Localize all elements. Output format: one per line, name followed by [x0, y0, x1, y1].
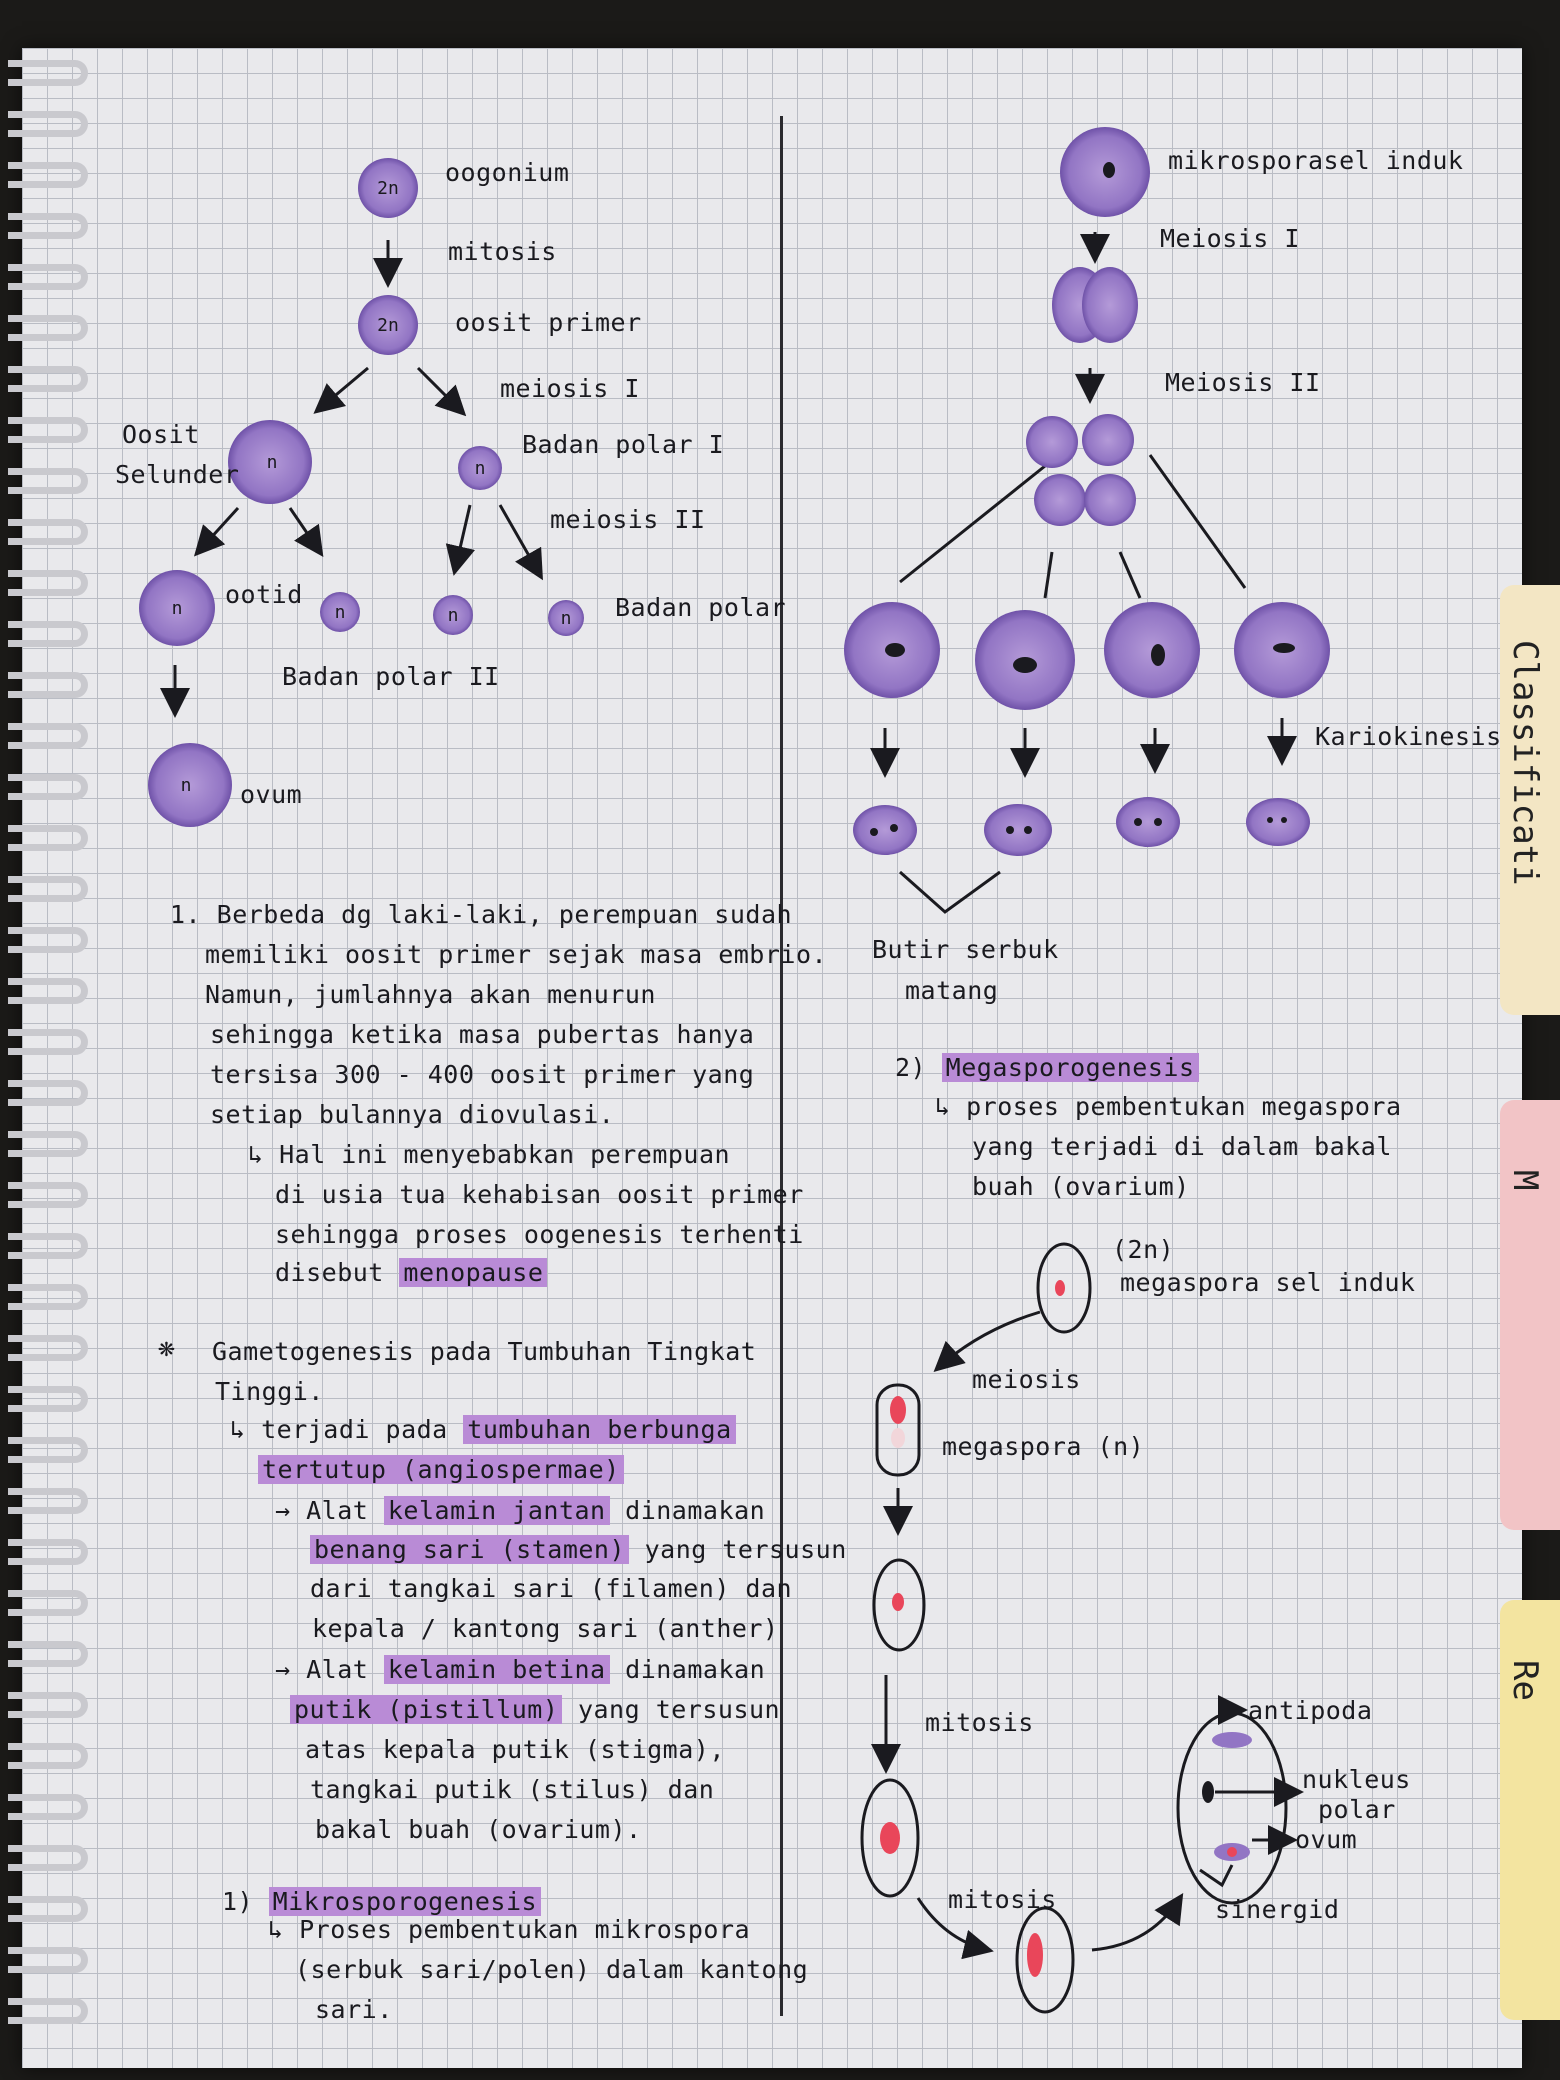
- tetrad-c: [1034, 474, 1086, 526]
- label-n-b: n: [474, 458, 486, 479]
- label-ovum: ovum: [240, 780, 303, 809]
- label-badan-polar-2: Badan polar II: [282, 662, 500, 691]
- label-n-c: n: [171, 598, 183, 619]
- note-line-3: Namun, jumlahnya akan menurun: [205, 980, 656, 1009]
- tetrad-a: [1026, 416, 1078, 468]
- yellow-tab-label: Classificati: [1505, 640, 1545, 886]
- label-nukleus-1: nukleus: [1302, 1765, 1411, 1794]
- label-ootid: ootid: [225, 580, 303, 609]
- tetrad-line-2: [1045, 552, 1052, 598]
- note-line-10-text: disebut: [275, 1258, 384, 1287]
- butir-bracket: [900, 872, 1000, 912]
- gameto-line-3: [230, 1415, 736, 1444]
- label-nukleus-2: polar: [1318, 1795, 1396, 1824]
- jantan-line-2: [310, 1535, 847, 1564]
- note-line-7: ↳ Hal ini menyebabkan perempuan: [248, 1140, 731, 1169]
- jantan-line-2-b: yang tersusun: [644, 1535, 847, 1564]
- betina-line-1-c: dinamakan: [625, 1655, 766, 1684]
- pink-tab-label: M: [1505, 1170, 1545, 1191]
- note-line-6: setiap bulannya diovulasi.: [210, 1100, 615, 1129]
- note-line-2: memiliki oosit primer sejak masa embrio.: [205, 940, 828, 969]
- label-mitosis: mitosis: [448, 237, 557, 266]
- highlight-mikrosporogenesis: Mikrosporogenesis: [269, 1887, 541, 1916]
- yellow2-tab-label: Re: [1505, 1660, 1545, 1701]
- highlight-putik: putik (pistillum): [290, 1695, 562, 1724]
- mikro-line-2: ↳ Proses pembentukan mikrospora: [268, 1915, 751, 1944]
- paw-bullet-icon: ❋: [158, 1330, 176, 1363]
- label-butir-2: matang: [905, 976, 999, 1005]
- pointer-sinergid: [1200, 1865, 1232, 1885]
- mega-heading-num: 2): [895, 1053, 927, 1082]
- note-line-5: tersisa 300 - 400 oosit primer yang: [210, 1060, 755, 1089]
- betina-line-5: bakal buah (ovarium).: [315, 1815, 642, 1844]
- label-sinergid: sinergid: [1215, 1895, 1340, 1924]
- pollen-2: [984, 804, 1052, 856]
- betina-line-3: atas kepala putik (stigma),: [305, 1735, 725, 1764]
- note-line-10: [275, 1258, 547, 1287]
- highlight-megasporogenesis: Megasporogenesis: [942, 1053, 1199, 1082]
- label-n-f: n: [560, 608, 572, 629]
- pollen-3: [1116, 797, 1180, 847]
- note-line-8: di usia tua kehabisan oosit primer: [275, 1180, 804, 1209]
- highlight-kelamin-jantan: kelamin jantan: [384, 1496, 610, 1525]
- tetrad-d: [1084, 474, 1136, 526]
- heading-gametogenesis-2: Tinggi.: [215, 1377, 324, 1406]
- betina-line-1: [275, 1655, 765, 1684]
- label-n-g: n: [180, 775, 192, 796]
- arrow-sekunder-right: [290, 508, 320, 552]
- pollen-1: [853, 805, 917, 855]
- label-mitosis-2: mitosis: [948, 1885, 1057, 1914]
- label-badan-polar-1: Badan polar I: [522, 430, 725, 459]
- label-meiosis2-r: Meiosis II: [1165, 368, 1321, 397]
- label-badan-polar-right: Badan polar: [615, 593, 787, 622]
- mikro-heading-num: 1): [222, 1887, 254, 1916]
- label-meiosis: meiosis: [972, 1365, 1081, 1394]
- heading-gametogenesis-1: Gametogenesis pada Tumbuhan Tingkat: [212, 1337, 757, 1366]
- betina-line-2-b: yang tersusun: [577, 1695, 781, 1724]
- label-n-a: n: [266, 452, 278, 473]
- label-oosit-primer: oosit primer: [455, 308, 642, 337]
- mikro-heading: [222, 1887, 541, 1916]
- gameto-line-3-text: ↳ terjadi pada: [230, 1415, 448, 1444]
- mega-line-1: ↳ proses pembentukan megaspora: [935, 1092, 1402, 1121]
- highlight-kelamin-betina: kelamin betina: [384, 1655, 610, 1684]
- arrow-sekunder-left: [198, 508, 238, 552]
- highlight-tumbuhan-berbunga: tumbuhan berbunga: [463, 1415, 735, 1444]
- tetrad-line-3: [1120, 552, 1140, 598]
- label-n-d: n: [334, 602, 346, 623]
- label-kariokinesis: Kariokinesis: [1315, 722, 1502, 751]
- arrow-meiosis1-left: [318, 368, 368, 410]
- label-2n-b: 2n: [377, 315, 399, 336]
- betina-line-4: tangkai putik (stilus) dan: [310, 1775, 715, 1804]
- gameto-line-4: [258, 1455, 624, 1484]
- highlight-benang-sari: benang sari (stamen): [310, 1535, 629, 1564]
- note-line-1: 1. Berbeda dg laki-laki, perempuan sudah: [170, 900, 793, 929]
- note-line-4: sehingga ketika masa pubertas hanya: [210, 1020, 755, 1049]
- jantan-line-1-c: dinamakan: [625, 1496, 766, 1525]
- label-oosit-sekunder-1: Oosit: [122, 420, 200, 449]
- label-n-e: n: [447, 605, 459, 626]
- highlight-menopause: menopause: [399, 1258, 547, 1287]
- jantan-line-1: [275, 1496, 765, 1525]
- label-antipoda: antipoda: [1248, 1696, 1373, 1725]
- arrow-meiosis1-right: [418, 368, 462, 412]
- label-ovum-r: ovum: [1295, 1825, 1358, 1854]
- meiosis1-cell-b: [1082, 267, 1138, 343]
- arrow-polar-right: [500, 505, 540, 575]
- mega-line-3: buah (ovarium): [972, 1172, 1190, 1201]
- arrow-polar-left: [455, 505, 470, 570]
- jantan-line-3: dari tangkai sari (filamen) dan: [310, 1574, 793, 1603]
- label-2n-a: 2n: [377, 178, 399, 199]
- arrow-meiosis-mega: [938, 1312, 1040, 1368]
- mega-cell-4: [1017, 1908, 1073, 2012]
- jantan-line-1-a: → Alat: [275, 1496, 369, 1525]
- betina-line-1-a: → Alat: [275, 1655, 369, 1684]
- mikro-line-3: (serbuk sari/polen) dalam kantong: [295, 1955, 809, 1984]
- note-line-9: sehingga proses oogenesis terhenti: [275, 1220, 804, 1249]
- label-2n: (2n): [1112, 1235, 1175, 1264]
- label-meiosis1-r: Meiosis I: [1160, 224, 1300, 253]
- label-megaspora-n: megaspora (n): [942, 1432, 1145, 1461]
- jantan-line-4: kepala / kantong sari (anther): [312, 1614, 779, 1643]
- tetrad-b: [1082, 414, 1134, 466]
- arrow-to-embryo-sac: [1092, 1898, 1180, 1950]
- betina-line-2: [290, 1695, 780, 1724]
- label-oogonium: oogonium: [445, 158, 570, 187]
- mega-heading: [895, 1053, 1199, 1082]
- pollen-4: [1246, 798, 1310, 846]
- label-meiosis1: meiosis I: [500, 374, 640, 403]
- label-oosit-sekunder-2: Selunder: [115, 460, 240, 489]
- label-mitosis-1: mitosis: [925, 1708, 1034, 1737]
- mega-line-2: yang terjadi di dalam bakal: [972, 1132, 1392, 1161]
- label-butir-1: Butir serbuk: [872, 935, 1059, 964]
- highlight-tertutup: tertutup (angiospermae): [258, 1455, 624, 1484]
- tetrad-line-1: [900, 462, 1050, 582]
- mikro-line-4: sari.: [315, 1995, 393, 2024]
- label-mikro-induk: mikrosporasel induk: [1168, 146, 1464, 175]
- label-mega-induk: megaspora sel induk: [1120, 1268, 1416, 1297]
- label-meiosis2: meiosis II: [550, 505, 706, 534]
- tetrad-line-4: [1150, 455, 1245, 588]
